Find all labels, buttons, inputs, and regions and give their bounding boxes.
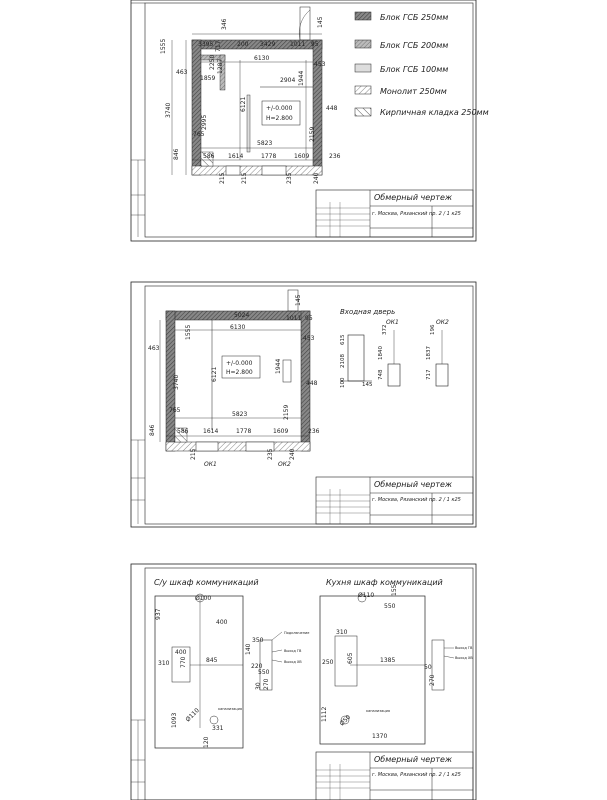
svg-text:95: 95 — [311, 41, 319, 48]
svg-text:453: 453 — [314, 61, 326, 68]
svg-text:748: 748 — [378, 369, 384, 380]
height-mark-2: H=2.800 — [226, 369, 253, 376]
svg-text:270: 270 — [429, 674, 436, 686]
sheet-2-margin-ticks — [131, 440, 145, 524]
window-2-elev-label: ОК2 — [436, 319, 449, 326]
svg-text:453: 453 — [303, 335, 315, 342]
legend-label: Блок ГСБ 200мм — [380, 41, 449, 50]
right-cabinet-elevation — [320, 584, 473, 744]
svg-text:2904: 2904 — [280, 77, 296, 84]
legend-swatch — [355, 108, 371, 116]
sheet-1-frame — [131, 0, 476, 241]
svg-text:215: 215 — [219, 172, 226, 184]
svg-text:448: 448 — [306, 380, 318, 387]
title-block-title: Обмерный чертеж — [374, 755, 453, 764]
svg-text:331: 331 — [212, 725, 224, 732]
legend-swatch — [355, 12, 371, 20]
entrance-door-label: Входная дверь — [340, 308, 396, 316]
svg-text:50: 50 — [424, 664, 432, 671]
svg-text:1614: 1614 — [228, 153, 244, 160]
svg-text:846: 846 — [149, 424, 156, 436]
svg-text:2995: 2995 — [201, 114, 208, 130]
title-block-2 — [316, 477, 473, 524]
left-cabinet-elevation — [155, 594, 309, 748]
svg-text:5823: 5823 — [232, 411, 248, 418]
svg-text:770: 770 — [180, 656, 187, 668]
legend-label: Кирпичная кладка 250мм — [380, 108, 489, 117]
svg-text:3740: 3740 — [165, 102, 172, 118]
svg-text:1944: 1944 — [275, 358, 282, 374]
svg-text:240: 240 — [289, 448, 296, 460]
svg-text:6130: 6130 — [254, 55, 270, 62]
svg-text:30: 30 — [255, 682, 262, 690]
svg-text:586: 586 — [203, 153, 215, 160]
legend-swatch — [355, 86, 371, 94]
opening-elevations — [340, 308, 449, 388]
svg-text:372: 372 — [382, 324, 388, 335]
svg-text:100: 100 — [340, 377, 346, 388]
svg-text:5823: 5823 — [257, 140, 273, 147]
svg-text:1555: 1555 — [160, 38, 167, 54]
title-block-title: Обмерный чертеж — [374, 193, 453, 202]
svg-text:145: 145 — [317, 16, 324, 28]
svg-text:236: 236 — [329, 153, 341, 160]
svg-text:6121: 6121 — [211, 366, 218, 382]
legend-swatch — [355, 40, 371, 48]
svg-text:235: 235 — [286, 172, 293, 184]
svg-text:615: 615 — [340, 334, 346, 345]
svg-text:1609: 1609 — [294, 153, 310, 160]
level-mark-2: +/-0.000 — [226, 360, 253, 367]
svg-text:Подключение: Подключение — [284, 631, 310, 635]
svg-text:765: 765 — [193, 131, 205, 138]
sheet-2 — [131, 282, 476, 527]
svg-text:270: 270 — [263, 678, 270, 690]
svg-text:Ø110: Ø110 — [358, 592, 375, 599]
svg-text:220: 220 — [251, 663, 263, 670]
svg-text:1778: 1778 — [261, 153, 277, 160]
svg-text:95: 95 — [305, 315, 313, 322]
svg-text:2250: 2250 — [209, 54, 216, 70]
svg-text:310: 310 — [336, 629, 348, 636]
title-block-address: г. Москва, Рязанский пр. 2 / 1 к25 — [372, 211, 461, 217]
svg-text:400: 400 — [175, 649, 187, 656]
svg-text:140: 140 — [245, 643, 252, 655]
floor-plan-1 — [172, 7, 322, 175]
svg-text:3740: 3740 — [173, 374, 180, 390]
title-block-1 — [316, 190, 473, 237]
svg-text:1944: 1944 — [298, 70, 305, 86]
opening-labels-2 — [204, 461, 291, 468]
legend-swatch — [355, 64, 371, 72]
title-block-address: г. Москва, Рязанский пр. 2 / 1 к25 — [372, 497, 461, 503]
svg-text:155: 155 — [391, 584, 398, 596]
svg-text:1609: 1609 — [273, 428, 289, 435]
window-2-label: ОК2 — [278, 461, 291, 468]
svg-text:1614: 1614 — [203, 428, 219, 435]
svg-text:765: 765 — [169, 407, 181, 414]
svg-text:Ø100: Ø100 — [195, 595, 212, 602]
title-block-address: г. Москва, Рязанский пр. 2 / 1 к25 — [372, 772, 461, 778]
svg-text:350: 350 — [252, 637, 264, 644]
svg-text:463: 463 — [148, 345, 160, 352]
svg-text:235: 235 — [267, 448, 274, 460]
level-mark-1: +/-0.000 — [266, 105, 293, 112]
svg-text:2159: 2159 — [309, 126, 316, 142]
svg-text:550: 550 — [384, 603, 396, 610]
svg-text:605: 605 — [347, 652, 354, 664]
svg-text:846: 846 — [173, 148, 180, 160]
svg-text:Выход ГВ: Выход ГВ — [455, 646, 473, 650]
svg-text:236: 236 — [308, 428, 320, 435]
svg-text:канализация: канализация — [366, 709, 390, 713]
svg-text:215: 215 — [241, 172, 248, 184]
title-block-title: Обмерный чертеж — [374, 480, 453, 489]
sheet-3 — [131, 564, 476, 800]
svg-text:Ø110: Ø110 — [184, 707, 201, 724]
svg-text:200: 200 — [237, 41, 249, 48]
svg-text:1840: 1840 — [378, 346, 384, 360]
svg-text:канализация: канализация — [218, 707, 242, 711]
svg-text:845: 845 — [206, 657, 218, 664]
sheet-3-margin-ticks — [131, 720, 145, 800]
svg-text:6130: 6130 — [230, 324, 246, 331]
svg-text:1385: 1385 — [380, 657, 396, 664]
svg-text:346: 346 — [221, 18, 228, 30]
svg-text:1837: 1837 — [426, 346, 432, 360]
sheet-1-margin-ticks — [131, 160, 145, 237]
left-cabinet-title: С/у шкаф коммуникаций — [154, 578, 259, 587]
svg-text:1011: 1011 — [286, 315, 302, 322]
svg-text:586: 586 — [177, 428, 189, 435]
svg-text:250: 250 — [322, 659, 334, 666]
svg-text:Выход ГВ: Выход ГВ — [284, 649, 302, 653]
svg-text:3429: 3429 — [260, 41, 276, 48]
window-1-label: ОК1 — [204, 461, 217, 468]
sheet-1 — [131, 0, 489, 241]
svg-text:2108: 2108 — [340, 354, 346, 368]
svg-text:145: 145 — [295, 294, 302, 306]
svg-text:1778: 1778 — [236, 428, 252, 435]
svg-text:3395: 3395 — [198, 41, 214, 48]
svg-text:1093: 1093 — [171, 712, 178, 728]
legend-label: Монолит 250мм — [380, 87, 447, 96]
svg-text:1555: 1555 — [185, 324, 192, 340]
svg-text:Выход ХВ: Выход ХВ — [455, 656, 473, 660]
svg-text:120: 120 — [203, 736, 210, 748]
svg-text:215: 215 — [190, 448, 197, 460]
svg-text:400: 400 — [216, 619, 228, 626]
svg-text:1370: 1370 — [372, 733, 388, 740]
svg-text:2159: 2159 — [283, 404, 290, 420]
svg-text:1112: 1112 — [321, 706, 328, 722]
svg-text:463: 463 — [176, 69, 188, 76]
svg-text:1287: 1287 — [217, 58, 224, 74]
svg-text:6121: 6121 — [240, 96, 247, 112]
svg-text:Ø50: Ø50 — [338, 713, 353, 728]
right-cabinet-title: Кухня шкаф коммуникаций — [326, 578, 443, 587]
svg-text:717: 717 — [215, 40, 222, 52]
svg-text:Выход ХВ: Выход ХВ — [284, 660, 302, 664]
svg-text:937: 937 — [155, 608, 162, 620]
legend-label: Блок ГСБ 100мм — [380, 65, 449, 74]
svg-text:448: 448 — [326, 105, 338, 112]
material-legend — [355, 12, 489, 117]
svg-text:5024: 5024 — [234, 312, 250, 319]
svg-text:145: 145 — [362, 382, 373, 388]
title-block-3 — [316, 752, 473, 800]
svg-text:310: 310 — [158, 660, 170, 667]
svg-text:196: 196 — [430, 324, 436, 335]
svg-text:717: 717 — [426, 369, 432, 380]
window-1-elev-label: ОК1 — [386, 319, 399, 326]
svg-text:550: 550 — [258, 669, 270, 676]
height-mark-1: H=2.800 — [266, 115, 293, 122]
svg-text:240: 240 — [313, 172, 320, 184]
legend-label: Блок ГСБ 250мм — [380, 13, 449, 22]
svg-text:1859: 1859 — [200, 75, 216, 82]
svg-text:1011: 1011 — [290, 41, 306, 48]
